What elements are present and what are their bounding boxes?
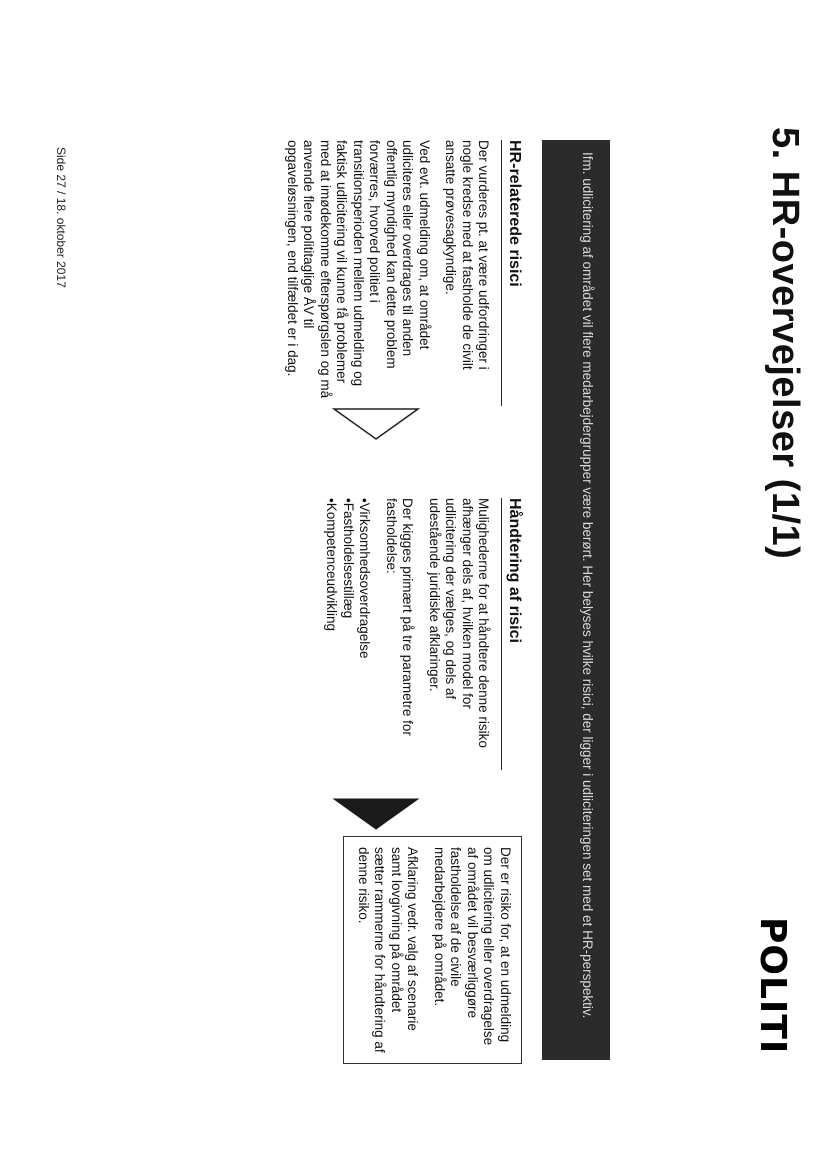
list-item: • Virksomhedsoverdragelse: [356, 498, 373, 770]
risks-paragraph: Ved evt. udmelding om, at området udliciteres eller overdrages til anden offentlig myndighed kan dette problem forværres, hvorved politiet i transitionsperioden mellem udmelding og faktisk udlicitering vil kunne få problemer med at imødekomme efterspørgslen og må anvende flere polititaglige ÅV til opgaveløsningen, end tilfældet er i dag.: [285, 140, 432, 399]
list-item: • Fastholdelsestillæg: [340, 498, 357, 770]
page-title: 5. HR-overvejelser (1/1): [764, 127, 806, 560]
risks-column: [274, 140, 523, 406]
handling-list: [323, 498, 373, 770]
conclusion-paragraph: Afklaring vedr. valg af scenarie samt lovgivning på området sætter rammerne for håndtering af denne risiko.: [356, 847, 421, 1053]
risks-paragraph: Der vurderes pt. at være udfordringer i nogle kredse med at fastholde de civilt ansatte prøvesagkyndige.: [443, 140, 492, 370]
intro-banner: [542, 140, 610, 1060]
list-item: • Kompetenceudvikling: [323, 498, 340, 770]
triangle-right-filled-icon: [332, 797, 420, 831]
politi-logo: POLITI: [752, 917, 793, 1055]
triangle-right-outline-icon: [332, 407, 420, 441]
risks-heading: HR-relaterede risici: [502, 140, 523, 406]
conclusion-box: [344, 836, 523, 1064]
handling-heading: Håndtering af risici: [502, 498, 523, 770]
handling-column: [323, 498, 522, 770]
handling-paragraph: Der kigges primært på tre parametre for fastholdelse:: [384, 498, 416, 736]
page-footer: Side 27 / 18. oktober 2017: [54, 147, 68, 288]
conclusion-paragraph: Der er risiko for, at en udmelding om udlicitering eller overdragelse af området vil besværliggøre fastholdelse af de civile medarbejdere på området.: [432, 847, 513, 1046]
handling-paragraph: Mulighederne for at håndtere denne risiko afhænger dels af, hvilken model for udlicitering der vælges, og dels af udestående juridiske afklaringer.: [427, 498, 492, 748]
intro-text: Ifm. udlicitering af området vil flere medarbejdergrupper være berørt. Her belyses hvilke risici, der ligger i udliciteringen set med et HR-perspektiv.: [580, 152, 595, 1019]
